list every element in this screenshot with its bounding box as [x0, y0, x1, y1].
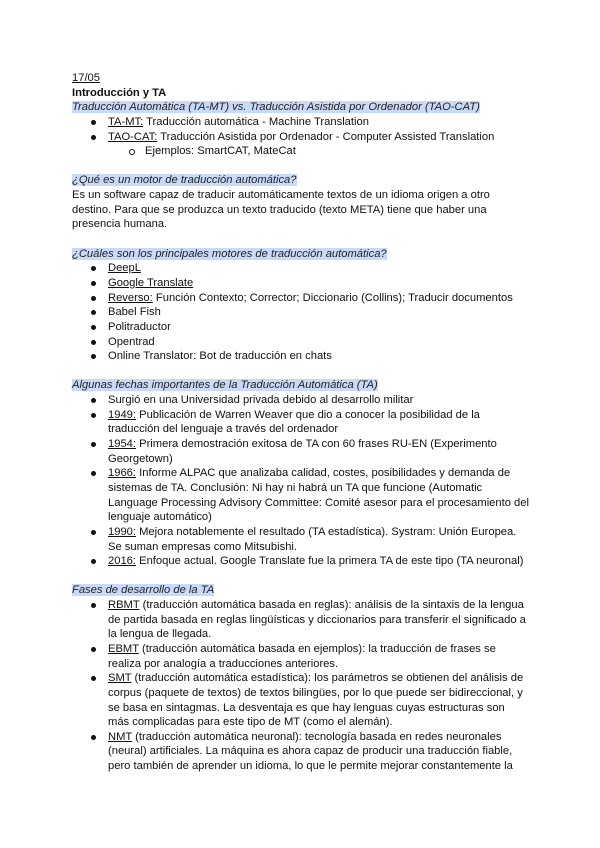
list-item-label: TA-MT:	[108, 115, 144, 128]
blank-line	[72, 569, 532, 584]
list-item	[72, 715, 532, 730]
list-item-label: EBMT	[108, 642, 139, 655]
list-item-text: Traducción automática - Machine Translation	[143, 115, 369, 128]
list-item	[72, 408, 532, 423]
blank-line	[72, 364, 532, 379]
list-item	[72, 320, 532, 335]
list-item	[72, 613, 532, 628]
list-item	[72, 305, 532, 320]
bullet-icon	[91, 647, 96, 652]
section-heading-text: ¿Cuáles son los principales motores de traducción automática?	[72, 247, 387, 260]
list-item	[72, 671, 532, 686]
bullet-icon	[91, 676, 96, 681]
list-item-label: 1966:	[108, 467, 136, 480]
list-item	[72, 627, 532, 642]
section-heading	[72, 173, 532, 188]
section-heading-text: ¿Qué es un motor de traducción automática?	[72, 174, 297, 187]
list-item	[72, 686, 532, 701]
blank-line	[72, 232, 532, 247]
list-item-text: Traducción Asistida por Ordenador - Computer Assisted Translation	[157, 130, 495, 143]
list-item-text: Politraductor	[108, 320, 171, 333]
list-item	[72, 744, 532, 759]
sub-list-item-text: Ejemplos: SmartCAT, MateCat	[145, 145, 296, 158]
sections	[72, 100, 532, 773]
bullet-icon	[91, 413, 96, 418]
section-heading-text: Algunas fechas importantes de la Traducción Automática (TA)	[72, 379, 378, 392]
bullet-icon	[91, 310, 96, 315]
list-item-text: Georgetown)	[108, 452, 173, 465]
list-item-text: más complicadas para este tipo de MT (como el alemán).	[108, 716, 393, 729]
list-item-text: corpus (paquete de textos) de textos bilingües, por lo que puede ser bidireccional, y	[108, 686, 523, 699]
bullet-icon	[91, 530, 96, 535]
list-item-text: realiza por analogía a traducciones anteriores.	[108, 657, 339, 670]
list-item	[72, 437, 532, 452]
list-item	[72, 130, 532, 145]
list-item	[72, 481, 532, 496]
bullet-icon	[91, 120, 96, 125]
list-item-text: Función Contexto; Corrector; Diccionario (Collins); Traducir documentos	[152, 291, 513, 304]
list-item-label: Reverso:	[108, 291, 153, 304]
section-heading	[72, 583, 532, 598]
section-heading-text: Traducción Automática (TA-MT) vs. Traducción Asistida por Ordenador (TAO-CAT)	[72, 101, 480, 114]
list-item	[72, 525, 532, 540]
bullet-icon	[91, 471, 96, 476]
hollow-bullet-icon	[129, 149, 135, 155]
list-item-text: (traducción automática neuronal): tecnología basada en redes neuronales	[132, 730, 502, 743]
document-title: Introducción y TA	[72, 86, 167, 99]
section-heading-text: Fases de desarrollo de la TA	[72, 584, 215, 597]
list-item-text: traducción del lenguaje a través del ordenador	[108, 423, 339, 436]
list-item	[72, 510, 532, 525]
list-item-label: RBMT	[108, 599, 140, 612]
list-item-label: Google Translate	[108, 276, 194, 289]
bullet-icon	[91, 266, 96, 271]
list-item-text: Enfoque actual. Google Translate fue la primera TA de este tipo (TA neuronal)	[136, 555, 524, 568]
list-item	[72, 657, 532, 672]
list-item-text: (traducción automática basada en reglas): análisis de la sintaxis de la lengua	[139, 599, 524, 612]
bullet-icon	[91, 281, 96, 286]
list-item	[72, 291, 532, 306]
list-item-label: 2016:	[108, 555, 136, 568]
list-item-label: 1949:	[108, 408, 136, 421]
list-item	[72, 540, 532, 555]
bullet-icon	[91, 325, 96, 330]
list-item-text: (traducción automática basada en ejemplos): la traducción de frases se	[138, 642, 496, 655]
section-heading	[72, 100, 532, 115]
list-item-label: TAO-CAT:	[108, 130, 158, 143]
list-item-label: 1954:	[108, 438, 136, 451]
list-item-text: Online Translator: Bot de traducción en chats	[108, 350, 332, 363]
bullet-icon	[91, 354, 96, 359]
bullet-icon	[91, 340, 96, 345]
list-item-text: Surgió en una Universidad privada debido al desarrollo militar	[108, 394, 414, 407]
list-item-text: Opentrad	[108, 335, 155, 348]
blank-line	[72, 159, 532, 174]
list-item-text: Publicación de Warren Weaver que dio a conocer la posibilidad de la	[136, 408, 480, 421]
list-item	[72, 393, 532, 408]
bullet-icon	[91, 296, 96, 301]
list-item-text: (traducción automática estadística): los parámetros se obtienen del análisis de	[131, 672, 524, 685]
document-page	[72, 71, 532, 774]
list-item	[72, 335, 532, 350]
bullet-icon	[91, 135, 96, 140]
list-item-text: Primera demostración exitosa de TA con 60 frases RU-EN (Experimento	[136, 438, 497, 451]
list-item	[72, 276, 532, 291]
list-item-text: pero también de aprender un idioma, lo que le permite mejorar constantemente la	[108, 760, 513, 773]
list-item	[72, 115, 532, 130]
list-item	[72, 261, 532, 276]
list-item-text: Se suman empresas como Mitsubishi.	[108, 540, 298, 553]
bullet-icon	[91, 559, 96, 564]
list-item	[72, 422, 532, 437]
list-item	[72, 496, 532, 511]
date-heading: 17/05	[72, 72, 100, 84]
list-item-label: NMT	[108, 730, 133, 743]
list-item	[72, 730, 532, 745]
list-item-text: Informe ALPAC que analizaba calidad, costes, posibilidades y demanda de	[136, 467, 511, 480]
paragraph-line: destino. Para que se produzca un texto traducido (texto META) tiene que haber una	[72, 203, 487, 216]
list-item-text: Mejora notablemente el resultado (TA estadística). Systram: Unión Europea.	[136, 525, 517, 538]
list-item	[72, 642, 532, 657]
list-item-text: Babel Fish	[108, 306, 161, 319]
list-item-text: de partida basada en reglas lingüísticas y diccionarios para transferir el significado a	[108, 613, 526, 626]
list-item	[72, 554, 532, 569]
list-item	[72, 466, 532, 481]
section-heading	[72, 247, 532, 262]
bullet-icon	[91, 603, 96, 608]
sub-list-item	[72, 144, 532, 159]
list-item	[72, 452, 532, 467]
list-item-label: DeepL	[108, 262, 141, 275]
list-item-text: (neural) artificiales. La máquina es ahora capaz de producir una traducción fiable,	[108, 745, 513, 758]
list-item	[72, 701, 532, 716]
list-item-label: SMT	[108, 672, 132, 685]
list-item-text: Language Processing Advisory Committee: Comité asesor para el procesamiento del	[108, 496, 529, 509]
list-item-text: lenguaje automático)	[108, 511, 212, 524]
bullet-icon	[91, 735, 96, 740]
bullet-icon	[91, 442, 96, 447]
section-heading	[72, 378, 532, 393]
list-item	[72, 598, 532, 613]
bullet-icon	[91, 398, 96, 403]
list-item-text: la lengua de llegada.	[108, 628, 212, 641]
list-item-text: se basa en sintagmas. La desventaja es que hay lenguas cuyas estructuras son	[108, 701, 505, 714]
list-item-label: 1990:	[108, 525, 136, 538]
list-item	[72, 759, 532, 774]
paragraph-line: presencia humana.	[72, 218, 168, 231]
paragraph-line: Es un software capaz de traducir automáticamente textos de un idioma origen a otro	[72, 189, 490, 202]
list-item-text: sistemas de TA. Conclusión: Ni hay ni habrá un TA que funcione (Automatic	[108, 481, 483, 494]
list-item	[72, 349, 532, 364]
